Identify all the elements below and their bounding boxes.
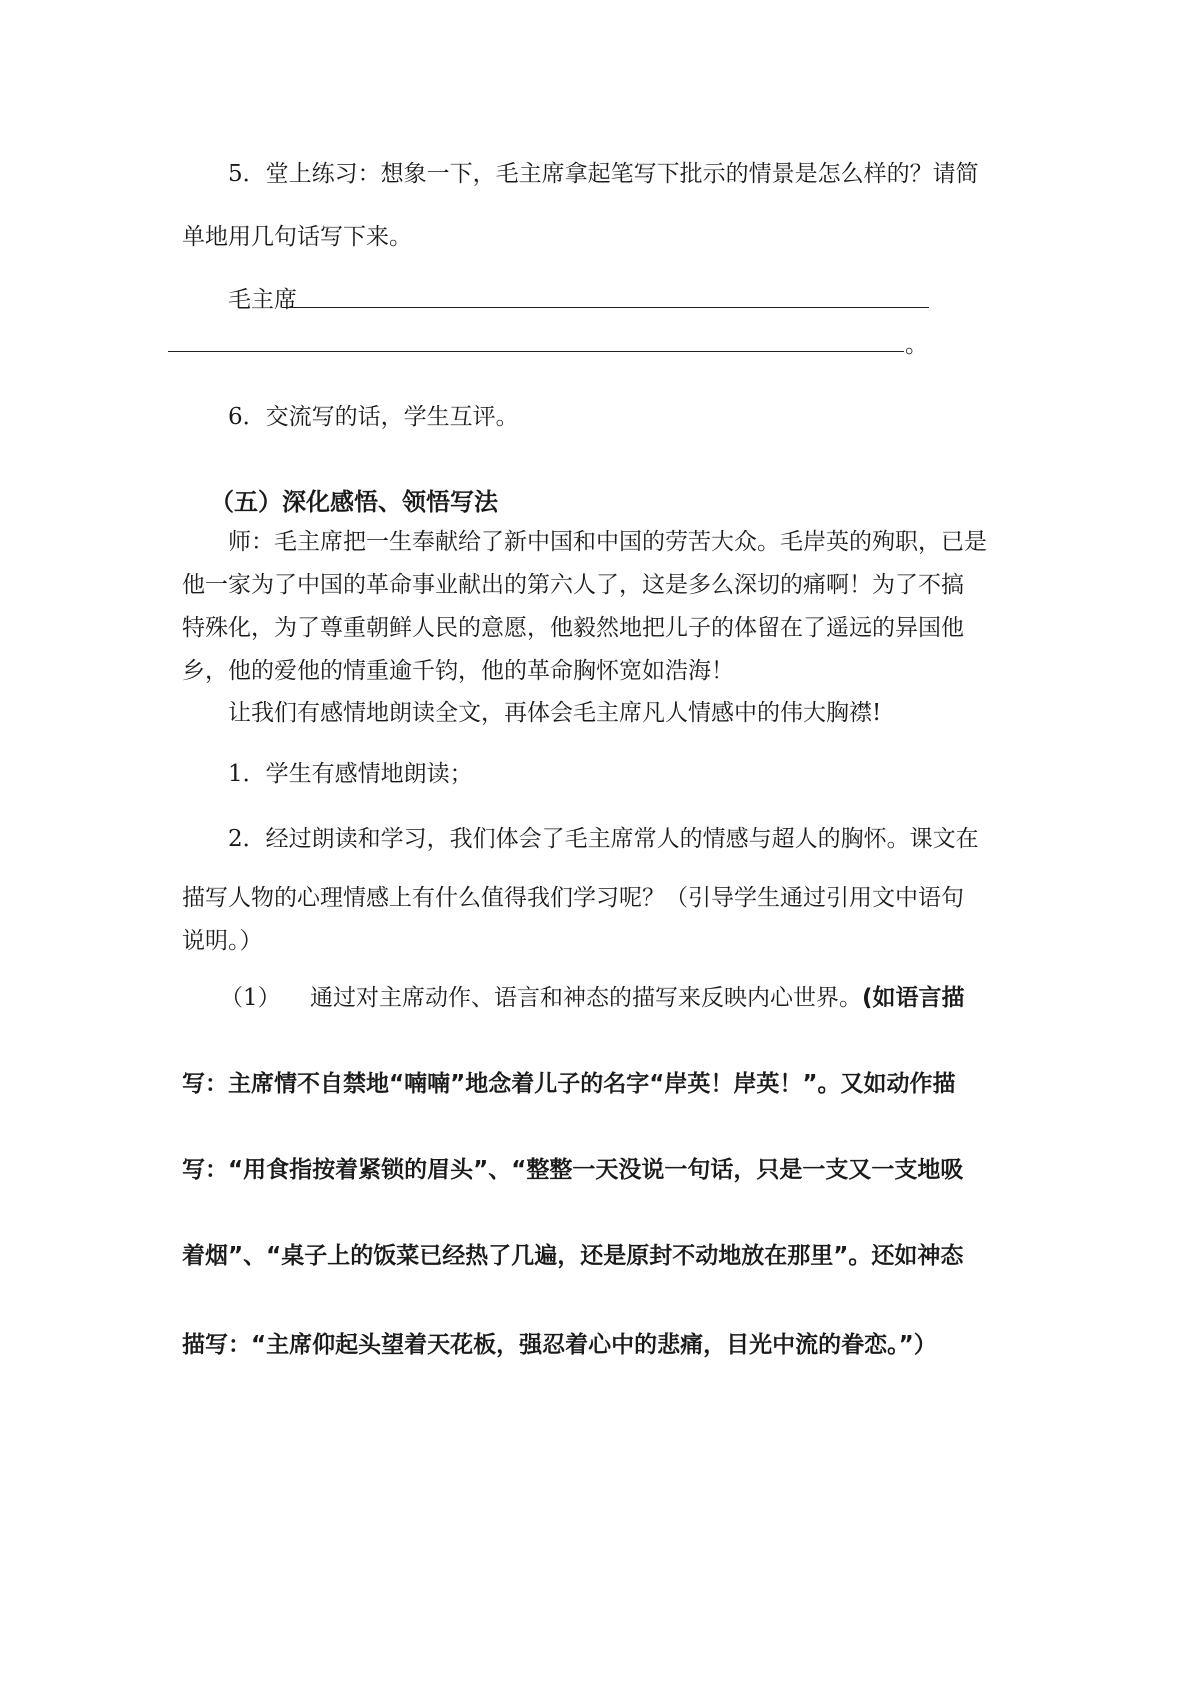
answer-blank-line-1[interactable] (282, 307, 929, 308)
item1-line: 1．学生有感情地朗读； (228, 761, 473, 787)
answer-blank-line-2[interactable] (168, 351, 904, 352)
sub1-lead: 通过对主席动作、语言和神态的描写来反映内心世界。 (310, 985, 862, 1011)
q5-end-mark: 。 (905, 332, 928, 358)
para2-line: 让我们有感情地朗读全文，再体会毛主席凡人情感中的伟大胸襟! (228, 700, 882, 726)
sub1-tail: (如语言描 (862, 985, 965, 1011)
para1-line-1: 师：毛主席把一生奉献给了新中国和中国的劳苦大众。毛岸英的殉职，已是 (228, 529, 987, 555)
sub1-line-4: 着烟”、“桌子上的饭菜已经热了几遍，还是原封不动地放在那里”。还如神态 (182, 1243, 964, 1269)
sub1-line-5: 描写：“主席仰起头望着天花板，强忍着心中的悲痛，目光中流的眷恋。”） (182, 1332, 937, 1358)
section-heading: （五）深化感悟、领悟写法 (210, 487, 498, 516)
sub1-number: （1） (220, 985, 281, 1011)
item2-line-2: 描写人物的心理情感上有什么值得我们学习呢？（引导学生通过引用文中语句 (182, 885, 964, 911)
sub1-line-3: 写：“用食指按着紧锁的眉头”、“整整一天没说一句话，只是一支又一支地吸 (182, 1157, 964, 1183)
item2-line-1: 2．经过朗读和学习，我们体会了毛主席常人的情感与超人的胸怀。课文在 (228, 826, 979, 852)
item2-line-3: 说明。） (182, 928, 263, 954)
para1-line-4: 乡，他的爱他的情重逾千钧，他的革命胸怀宽如浩海！ (182, 658, 734, 684)
sub1-line-1 (220, 987, 965, 1010)
para1-line-2: 他一家为了中国的革命事业献出的第六人了，这是多么深切的痛啊！为了不搞 (182, 572, 964, 598)
q5-line-1: 5．堂上练习：想象一下，毛主席拿起笔写下批示的情景是怎么样的？请简 (228, 161, 979, 187)
sub1-line-2: 写：主席情不自禁地“喃喃”地念着儿子的名字“岸英！岸英！”。又如动作描 (182, 1071, 956, 1097)
q6-line: 6．交流写的话，学生互评。 (228, 404, 519, 430)
q5-line-2: 单地用几句话写下来。 (182, 224, 412, 250)
q5-blank-label: 毛主席 (228, 287, 297, 313)
para1-line-3: 特殊化，为了尊重朝鲜人民的意愿，他毅然地把儿子的体留在了遥远的异国他 (182, 615, 964, 641)
